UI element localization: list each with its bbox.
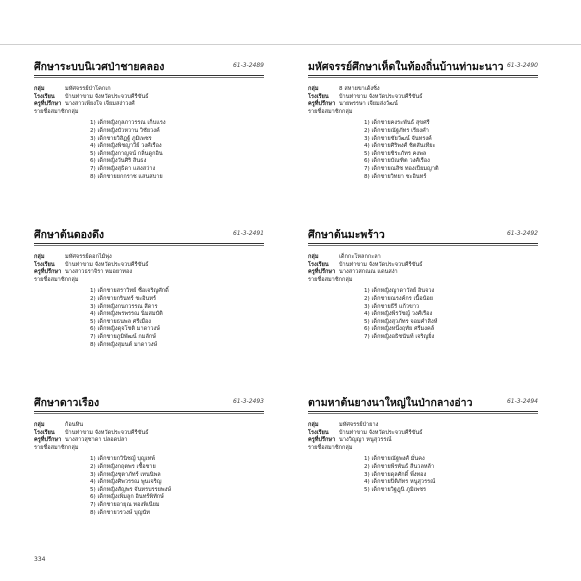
group-name: 8 สหายขาเด้งซิ่ง	[339, 86, 380, 92]
member-item: 1) เด็กชายคงระพันธ์ สุขศรี	[364, 120, 430, 127]
project-title: ศึกษาระบบนิเวศป่าชายคลอง	[34, 61, 165, 73]
project-title: ศึกษาต้นดองดึง	[34, 229, 105, 241]
school-name: บ้านท่าขาม จังหวัดประจวบคีรีขันธ์	[65, 429, 149, 436]
school-name: บ้านท่าขาม จังหวัดประจวบคีรีขันธ์	[65, 261, 149, 268]
teacher-label: ครูที่ปรึกษา	[308, 101, 336, 108]
teacher-label: ครูที่ปรึกษา	[308, 269, 336, 276]
member-item: 6) เด็กหญิงหนึ่งฤทัย ศรีมงคล์	[364, 326, 435, 333]
project-code: 61-3-2490	[506, 62, 538, 69]
group-label: กลุ่ม	[34, 254, 45, 260]
title-rule	[308, 75, 538, 76]
group-label: กลุ่ม	[308, 86, 319, 92]
member-item: 8) เด็กชายวิทยา ชะอินทร์	[364, 173, 427, 180]
entry-header	[34, 58, 264, 74]
members-label: รายชื่อสมาชิกกลุ่ม	[308, 444, 353, 451]
member-item: 1) เด็กหญิงกุลภาวรรณ เก็บแรง	[90, 120, 166, 127]
title-rule-thin	[308, 77, 538, 78]
school-label: โรงเรียน	[308, 93, 329, 100]
project-code: 61-3-2492	[506, 230, 538, 237]
title-rule-thin	[34, 245, 264, 246]
group-name: มหัศจรรย์ดอกไม้พุ่ง	[65, 254, 112, 260]
member-list	[364, 456, 538, 494]
member-item: 8) เด็กชายวรวงษ์ บุญนัท	[90, 509, 150, 516]
project-title: ศึกษาดาวเรือง	[34, 397, 100, 409]
entry-header	[308, 226, 538, 242]
member-item: 7) เด็กหญิงสุธิดา แสงสว่าง	[90, 165, 156, 172]
project-entry	[308, 226, 538, 342]
member-item: 6) เด็กหญิงดุจโชติ มาดาวงษ์	[90, 326, 160, 333]
member-item: 3) เด็กชายดุลศักดิ์ พึ่งทอง	[364, 471, 427, 478]
member-item: 6) เด็กหญิงเพิ่มลูก อินทร์พิทักษ์	[90, 494, 164, 501]
member-item: 8) เด็กชายยกกราช แสนสบาย	[90, 173, 163, 180]
project-code: 61-3-2491	[232, 230, 264, 237]
member-item: 2) เด็กหญิงบัวหวาน วิชัยวงค์	[90, 127, 160, 134]
title-rule	[34, 75, 264, 76]
member-item: 1) เด็กหญิงญาดาวัลย์ อินจวง	[364, 288, 435, 295]
group-name: ก้อนหิน	[65, 422, 84, 428]
member-item: 6) เด็กหญิงวันศิริ สินธง	[90, 158, 147, 165]
project-title: มหัศจรรย์ศึกษาเห็ดในท้องถิ่นบ้านท่ามะนาว	[308, 61, 504, 73]
member-item: 2) เด็กชายกรินทร์ ชะอินทร์	[90, 295, 157, 302]
member-item: 3) เด็กหญิงกนกวรรณ สีดาร	[90, 303, 158, 310]
member-item: 7) เด็กชายณสิช ทองเปียมญาติ	[364, 165, 439, 172]
project-entry	[34, 58, 264, 181]
entry-header	[34, 226, 264, 242]
project-info	[308, 254, 538, 284]
school-name: บ้านท่าขาม จังหวัดประจวบคีรีขันธ์	[339, 429, 423, 436]
members-label: รายชื่อสมาชิกกลุ่ม	[308, 108, 353, 115]
project-info	[308, 422, 538, 452]
school-label: โรงเรียน	[34, 261, 55, 268]
member-item: 4) เด็กหญิงพีรวัชญ์ วงศ์เรือง	[364, 311, 433, 318]
teacher-name: นางสาวสกณณ แดนสง่า	[339, 269, 398, 276]
teacher-label: ครูที่ปรึกษา	[308, 437, 336, 444]
teacher-name: นางสาวธราจิรา หมอยาทอง	[65, 269, 133, 276]
title-rule-thin	[34, 77, 264, 78]
group-name: เด็กกะโหลกกะลา	[339, 254, 381, 260]
member-item: 6) เด็กชายบัณฑิต วงศ์เรือง	[364, 158, 430, 165]
group-label: กลุ่ม	[308, 254, 319, 260]
group-label: กลุ่ม	[34, 86, 45, 92]
group-label: กลุ่ม	[34, 422, 45, 428]
school-name: บ้านท่าขาม จังหวัดประจวบคีรีขันธ์	[339, 93, 423, 100]
group-name: มหัศจรรย์ป่ายาง	[339, 422, 379, 428]
group-name: มหัศจรรย์ป่าโคกเก	[65, 86, 111, 92]
entry-header	[308, 394, 538, 410]
member-item: 2) เด็กชายณรงค์กร เนื้อน้อย	[364, 295, 434, 302]
project-entry	[34, 394, 264, 517]
member-item: 5) เด็กชายชิระภัทร คงพล	[364, 150, 427, 157]
project-info	[34, 254, 264, 284]
member-item: 5) เด็กชายธนพล ศรีเมือง	[90, 318, 152, 325]
member-item: 4) เด็กหญิงพรพรรณ นิ่มสมบัติ	[90, 311, 163, 318]
members-label: รายชื่อสมาชิกกลุ่ม	[308, 276, 353, 283]
school-label: โรงเรียน	[308, 261, 329, 268]
member-item: 2) เด็กชายณัฐภัทร เรียงคำ	[364, 127, 429, 134]
member-item: 4) เด็กหญิงศิพวรรณ พูนเจริญ	[90, 479, 162, 486]
teacher-name: นางวิญญา หนูสุวรรณ์	[339, 437, 392, 444]
member-item: 5) เด็กชายวิฐฎุนิ ภูมิเพชร	[364, 486, 427, 493]
member-item: 7) เด็กชายภูมิพัฒน์ กมลักษ์	[90, 333, 156, 340]
member-item: 4) เด็กชายศิริพงศ์ ชิตสันเทียะ	[364, 143, 436, 150]
school-label: โรงเรียน	[34, 429, 55, 436]
title-rule-thin	[34, 413, 264, 414]
title-rule	[308, 243, 538, 244]
member-item: 3) เด็กชายธีรี แก้วขาว	[364, 303, 420, 310]
title-rule-thin	[308, 245, 538, 246]
project-info	[308, 86, 538, 116]
members-label: รายชื่อสมาชิกกลุ่ม	[34, 444, 79, 451]
page-top-rule	[0, 44, 581, 45]
member-list	[90, 288, 264, 349]
entry-header	[308, 58, 538, 74]
member-item: 5) เด็กหญิงสุวภัทร จอมคำสิงห์	[364, 318, 438, 325]
member-item: 7) เด็กชายอายุณ ทองพิเนียม	[90, 501, 160, 508]
school-name: บ้านท่าขาม จังหวัดประจวบคีรีขันธ์	[339, 261, 423, 268]
members-label: รายชื่อสมาชิกกลุ่ม	[34, 108, 79, 115]
member-item: 3) เด็กหญิงชุตาภัทร์ เทนนิพล	[90, 471, 161, 478]
project-entry	[308, 394, 538, 494]
teacher-name: นางสาวเพียงใจ เจียมสง่าวงศ์	[65, 101, 135, 108]
teacher-label: ครูที่ปรึกษา	[34, 437, 62, 444]
project-title: ตามหาต้นยางนาใหญ่ในป่ากลางอ่าว	[308, 397, 473, 409]
member-item: 4) เด็กหญิงพิชญาวีย์ วงศ์เรือง	[90, 143, 162, 150]
project-info	[34, 86, 264, 116]
teacher-name: นายพรรษา เจียมส่งวัฒน์	[339, 101, 398, 108]
member-item: 2) เด็กหญิงกฤตพร เชื้อชาย	[90, 463, 156, 470]
school-label: โรงเรียน	[308, 429, 329, 436]
member-list	[364, 288, 538, 341]
member-item: 7) เด็กหญิงอธิชนันท์ เจริญยิ่ง	[364, 333, 435, 340]
title-rule-thin	[308, 413, 538, 414]
member-list	[90, 456, 264, 517]
member-item: 3) เด็กชายวิสิฏฐ์ ภูมิเพชร	[90, 135, 152, 142]
member-item: 8) เด็กหญิงสุมนต์ มาดาวงษ์	[90, 341, 158, 348]
project-code: 61-3-2489	[232, 62, 264, 69]
project-entry	[308, 58, 538, 181]
member-item: 1) เด็กชายณัฐพงศ์ มั่นคง	[364, 456, 425, 463]
member-item: 1) เด็กชายกวินิชญ์ บุญเทพ์	[90, 456, 155, 463]
members-label: รายชื่อสมาชิกกลุ่ม	[34, 276, 79, 283]
member-item: 5) เด็กหญิงกาญจน์ กลิ่นดูกอิน	[90, 150, 163, 157]
member-list	[90, 120, 264, 181]
member-item: 1) เด็กชายสราวิทย์ ซื่อเจริญศักดิ์	[90, 288, 169, 295]
page-number: 334	[34, 556, 46, 563]
teacher-label: ครูที่ปรึกษา	[34, 101, 62, 108]
teacher-label: ครูที่ปรึกษา	[34, 269, 62, 276]
member-item: 2) เด็กชายพีรพันธ์ สีนวลหล้า	[364, 463, 435, 470]
title-rule	[308, 411, 538, 412]
title-rule	[34, 411, 264, 412]
project-title: ศึกษาต้นมะพร้าว	[308, 229, 385, 241]
member-item: 4) เด็กชายปิติภัทร หนูสุวรรณ์	[364, 479, 436, 486]
project-info	[34, 422, 264, 452]
member-item: 5) เด็กหญิงสัญพร จันทรบรรยพงษ์	[90, 486, 172, 493]
project-code: 61-3-2494	[506, 398, 538, 405]
title-rule	[34, 243, 264, 244]
school-name: บ้านท่าขาม จังหวัดประจวบคีรีขันธ์	[65, 93, 149, 100]
school-label: โรงเรียน	[34, 93, 55, 100]
group-label: กลุ่ม	[308, 422, 319, 428]
project-entry	[34, 226, 264, 349]
teacher-name: นางสาวสุชาดา ปลอดปลา	[65, 437, 128, 444]
member-item: 3) เด็กชายชัยวัฒน์ จันทรงค์	[364, 135, 432, 142]
entry-header	[34, 394, 264, 410]
project-code: 61-3-2493	[232, 398, 264, 405]
member-list	[364, 120, 538, 181]
